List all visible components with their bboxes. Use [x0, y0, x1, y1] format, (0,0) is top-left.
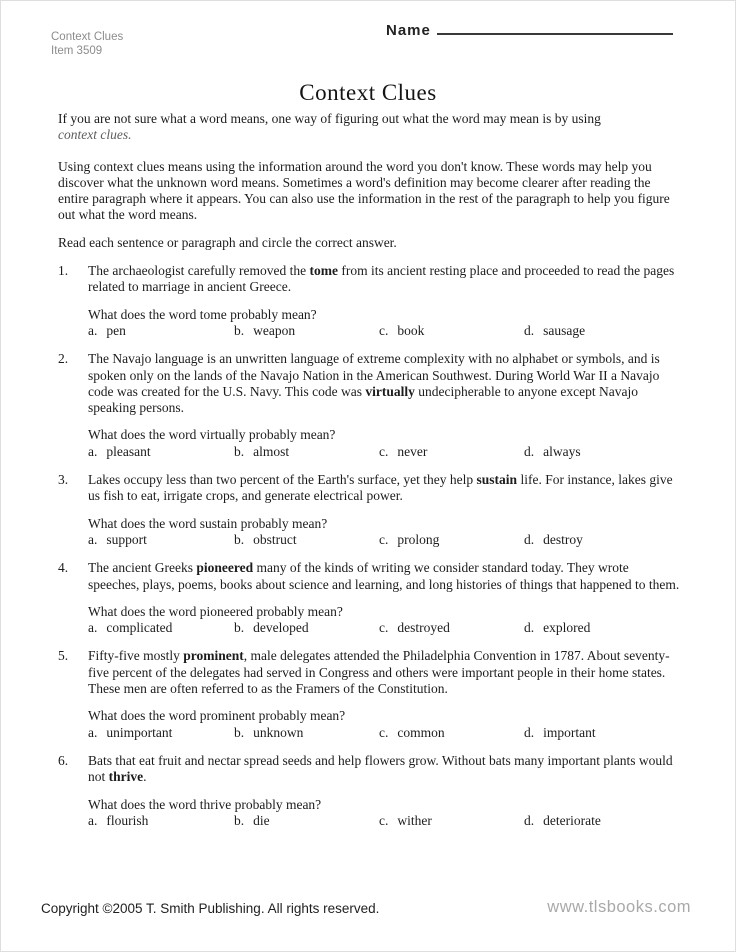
sentence-after: . — [143, 769, 147, 785]
answer-option-c — [379, 323, 524, 339]
intro-text: If you are not sure what a word means, one way of figuring out what the word may mean is by using — [58, 111, 601, 126]
option-text: complicated — [106, 620, 173, 636]
option-letter: d. — [524, 812, 535, 828]
question-2 — [58, 351, 681, 460]
question-number: 5. — [58, 648, 69, 664]
worksheet-id — [51, 31, 123, 58]
keyword: sustain — [476, 472, 518, 488]
answer-option-b — [234, 725, 379, 741]
option-text: pen — [106, 322, 126, 338]
answer-option-d — [524, 813, 681, 829]
question-prompt: What does the word thrive probably mean? — [88, 796, 322, 812]
answer-option-a — [88, 532, 234, 548]
option-text: almost — [253, 443, 290, 459]
answer-option-b — [234, 532, 379, 548]
option-letter: a. — [88, 322, 98, 338]
option-letter: d. — [524, 322, 535, 338]
option-letter: c. — [379, 531, 389, 547]
option-text: sausage — [543, 322, 586, 338]
option-text: always — [543, 443, 581, 459]
option-letter: b. — [234, 531, 245, 547]
option-letter: c. — [379, 322, 389, 338]
question-sentence — [88, 560, 681, 593]
option-text: deteriorate — [543, 812, 601, 828]
answer-option-d — [524, 620, 681, 636]
answer-option-a — [88, 323, 234, 339]
intro-paragraph — [58, 111, 681, 144]
question-body — [88, 472, 681, 548]
option-letter: a. — [88, 812, 98, 828]
sentence-before: Fifty-five mostly — [88, 648, 184, 664]
worksheet-body — [58, 111, 681, 829]
answer-option-d — [524, 532, 681, 548]
question-body — [88, 560, 681, 636]
option-text: unimportant — [106, 724, 173, 740]
answer-option-d — [524, 725, 681, 741]
option-text: destroyed — [397, 620, 450, 636]
option-text: unknown — [253, 724, 304, 740]
explanation-paragraph: Using context clues means using the information around the word you don't know. These words may help you discover what the unknown word means. Sometimes a word's definition may become clearer after reading the entire paragraph where it appears. You can also use the information in the rest of the paragraph to help you figure out what the word means. — [58, 158, 670, 223]
option-letter: b. — [234, 443, 245, 459]
answer-options — [88, 323, 681, 339]
answer-option-b — [234, 813, 379, 829]
keyword: prominent — [183, 648, 244, 664]
answer-option-c — [379, 620, 524, 636]
answer-options — [88, 444, 681, 460]
name-label: Name — [386, 22, 431, 39]
option-text: obstruct — [253, 531, 297, 547]
question-sentence — [88, 648, 681, 697]
option-text: developed — [253, 620, 309, 636]
question-3 — [58, 472, 681, 548]
option-letter: a. — [88, 724, 98, 740]
option-text: prolong — [397, 531, 440, 547]
question-number: 2. — [58, 351, 69, 367]
answer-options — [88, 532, 681, 548]
option-letter: c. — [379, 443, 389, 459]
option-text: die — [253, 812, 270, 828]
option-text: book — [397, 322, 425, 338]
answer-options — [88, 725, 681, 741]
option-letter: b. — [234, 322, 245, 338]
option-letter: b. — [234, 620, 245, 636]
answer-option-c — [379, 444, 524, 460]
keyword: thrive — [108, 769, 144, 785]
sentence-before: Lakes occupy less than two percent of the Earth's surface, yet they help — [88, 472, 477, 488]
question-number: 6. — [58, 752, 69, 768]
name-row — [386, 20, 673, 39]
question-prompt: What does the word pioneered probably mean? — [88, 603, 343, 619]
copyright-text: Copyright ©2005 T. Smith Publishing. All rights reserved. — [41, 901, 380, 916]
option-text: support — [106, 531, 147, 547]
name-blank-line — [437, 20, 673, 35]
keyword: virtually — [365, 383, 415, 399]
question-prompt: What does the word virtually probably mean? — [88, 427, 336, 443]
question-prompt: What does the word tome probably mean? — [88, 306, 317, 322]
worksheet-id-title: Context Clues — [51, 31, 124, 43]
keyword: pioneered — [196, 560, 254, 576]
option-letter: c. — [379, 620, 389, 636]
website-text: www.tlsbooks.com — [547, 898, 691, 916]
question-6 — [58, 753, 681, 829]
option-text: wither — [397, 812, 432, 828]
question-prompt: What does the word sustain probably mean? — [88, 515, 328, 531]
answer-option-d — [524, 323, 681, 339]
answer-option-c — [379, 532, 524, 548]
answer-option-b — [234, 323, 379, 339]
sentence-before: The archaeologist carefully removed the — [88, 263, 310, 279]
question-number: 1. — [58, 263, 69, 279]
option-letter: d. — [524, 620, 535, 636]
worksheet-id-item: Item 3509 — [51, 44, 103, 57]
answer-option-a — [88, 620, 234, 636]
answer-option-c — [379, 725, 524, 741]
option-text: explored — [543, 620, 591, 636]
answer-option-a — [88, 813, 234, 829]
sentence-after: life. For instance, lakes give us fish to eat, irrigate crops, and generate electrical power. — [88, 472, 673, 504]
answer-options — [88, 620, 681, 636]
sentence-before: The Navajo language is an unwritten language of extreme complexity with no alphabet or symbols, and is spoken only on the lands of the Navajo Nation in the American Southwest. During World War II a Navajo code was created for the U.S. Navy. This code was — [88, 351, 660, 399]
question-number: 3. — [58, 472, 69, 488]
context-clues-italic: context clues. — [58, 127, 132, 143]
option-letter: a. — [88, 443, 98, 459]
question-body — [88, 351, 681, 460]
question-sentence — [88, 263, 681, 296]
option-text: destroy — [543, 531, 583, 547]
question-prompt: What does the word prominent probably mean? — [88, 708, 346, 724]
option-letter: b. — [234, 724, 245, 740]
sentence-after: , male delegates attended the Philadelphia Convention in 1787. About seventy-five percent of the delegates had served in Congress and others were important people in their home states. These men are often referred to as the Framers of the Constitution. — [88, 648, 670, 697]
answer-option-b — [234, 444, 379, 460]
option-text: common — [397, 724, 445, 740]
option-letter: d. — [524, 443, 535, 459]
sentence-after: many of the kinds of writing we consider standard today. They wrote speeches, plays, poems, books about science and learning, and long histories of things that happened to them. — [88, 560, 680, 592]
question-4 — [58, 560, 681, 636]
answer-option-d — [524, 444, 681, 460]
answer-option-c — [379, 813, 524, 829]
option-letter: a. — [88, 620, 98, 636]
option-letter: c. — [379, 812, 389, 828]
answer-option-a — [88, 725, 234, 741]
directions-text: Read each sentence or paragraph and circle the correct answer. — [58, 234, 397, 250]
sentence-after: undecipherable to anyone except Navajo speaking persons. — [88, 383, 638, 416]
question-sentence — [88, 351, 681, 416]
question-number: 4. — [58, 560, 69, 576]
question-body — [88, 648, 681, 740]
option-letter: d. — [524, 724, 535, 740]
question-5 — [58, 648, 681, 740]
answer-option-b — [234, 620, 379, 636]
question-sentence — [88, 472, 681, 505]
option-letter: c. — [379, 724, 389, 740]
question-body — [88, 753, 681, 829]
option-letter: b. — [234, 812, 245, 828]
option-text: weapon — [253, 322, 296, 338]
option-text: flourish — [106, 812, 149, 828]
sentence-after: from its ancient resting place and proceeded to read the pages related to marriage in ancient Greece. — [88, 263, 675, 295]
question-sentence — [88, 753, 681, 786]
keyword: tome — [309, 263, 339, 279]
option-text: pleasant — [106, 443, 151, 459]
answer-option-a — [88, 444, 234, 460]
question-1 — [58, 263, 681, 339]
option-text: important — [543, 724, 596, 740]
sentence-before: The ancient Greeks — [88, 560, 197, 576]
answer-options — [88, 813, 681, 829]
option-text: never — [397, 443, 428, 459]
option-letter: d. — [524, 531, 535, 547]
question-body — [88, 263, 681, 339]
option-letter: a. — [88, 531, 98, 547]
page-title: Context Clues — [299, 80, 437, 105]
sentence-before: Bats that eat fruit and nectar spread seeds and help flowers grow. Without bats many important plants would not — [88, 752, 673, 785]
